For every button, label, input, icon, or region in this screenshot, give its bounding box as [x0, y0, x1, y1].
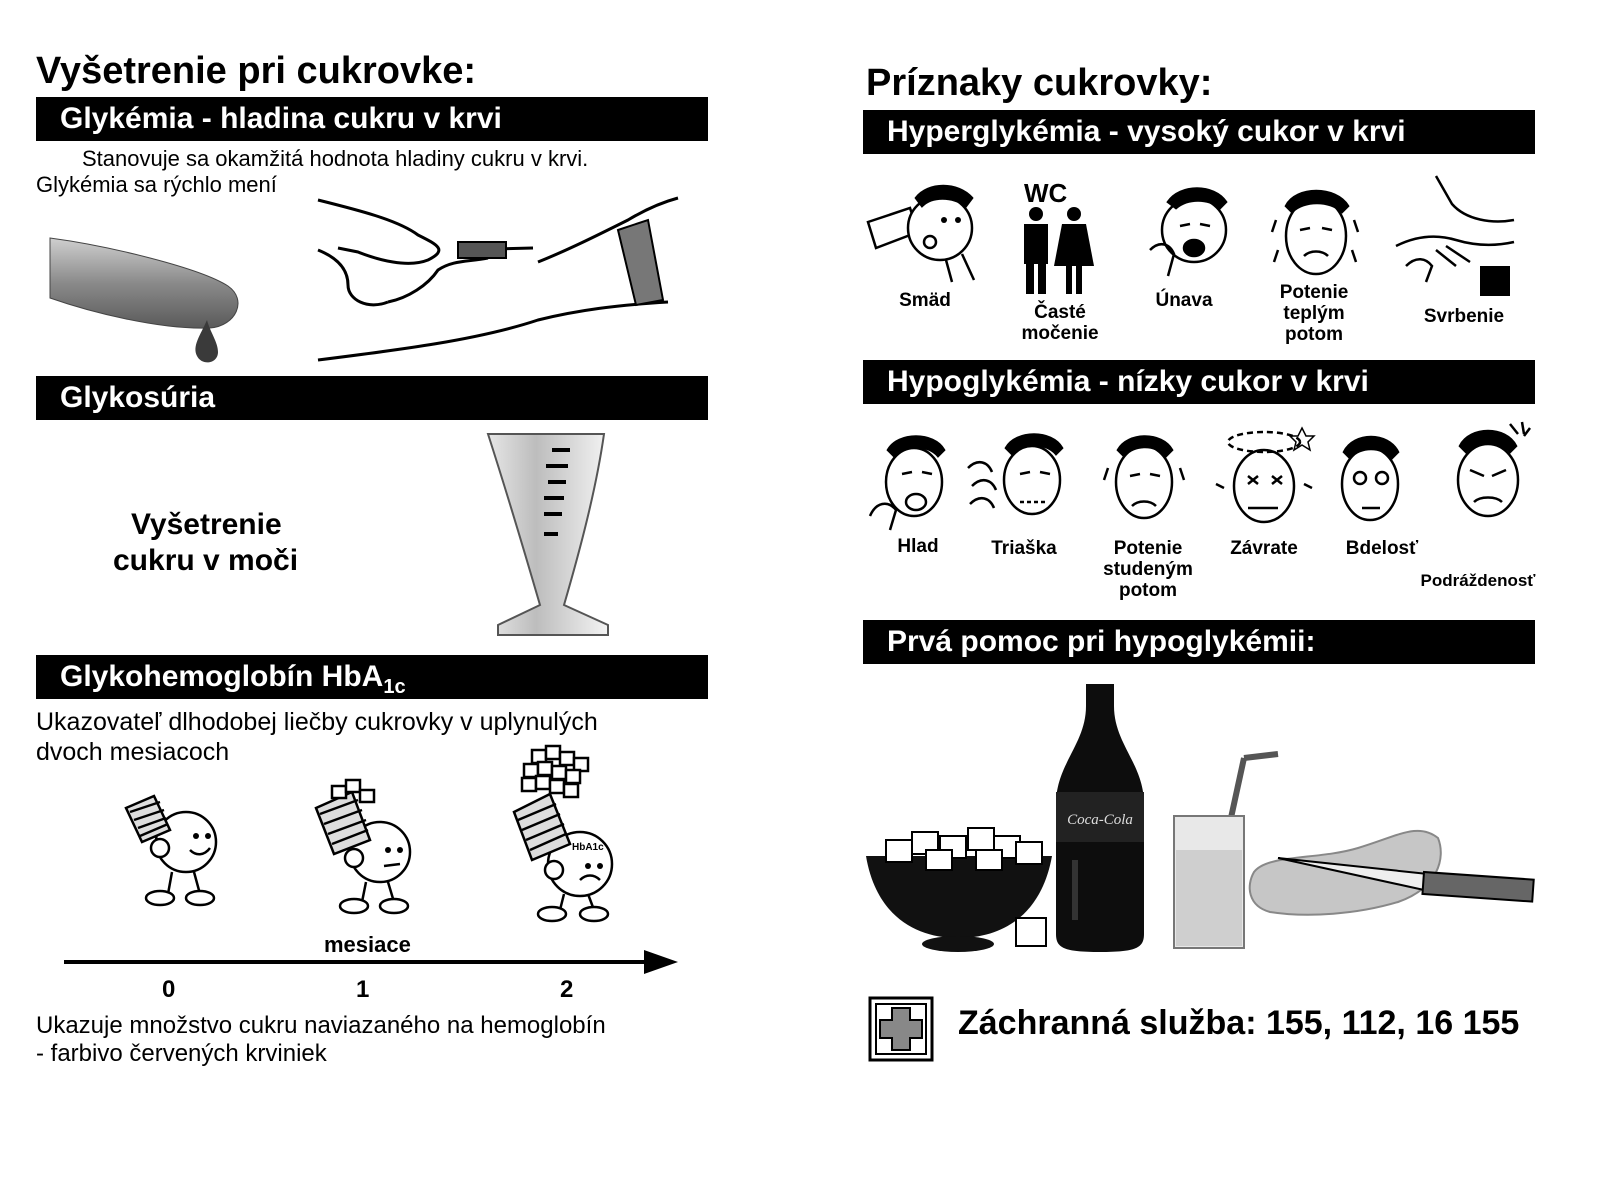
hypo-label-0-line1: Hlad: [897, 536, 939, 557]
hba1c-footer-1: Ukazuje množstvo cukru naviazaného na hemoglobín: [36, 1012, 606, 1039]
blood-draw-illustration: [318, 190, 688, 370]
hypo-label-3-line1: Závrate: [1230, 538, 1298, 559]
hypo-label-5-line1: Podráždenosť: [1420, 571, 1536, 590]
hba1c-header: [36, 655, 708, 699]
itching-icon: [1396, 176, 1520, 302]
thirst-icon: [866, 180, 986, 285]
axis-tick-2: 2: [560, 976, 574, 1003]
hyper-label-1-line1: Časté: [1034, 302, 1086, 323]
figure-tag-label: HbA1c: [572, 842, 604, 853]
toilet-icon: [1016, 206, 1096, 296]
hyper-label-2: [1155, 290, 1212, 311]
finger-drop-illustration: [50, 228, 250, 368]
glycosuria-header: Glykosúria: [36, 376, 708, 420]
axis-tick-0: 0: [162, 976, 176, 1003]
emergency-number: Záchranná služba: 155, 112, 16 155: [958, 1004, 1520, 1042]
dizziness-icon: [1212, 424, 1316, 534]
tremor-icon: [966, 428, 1076, 532]
glycemia-header: Glykémia - hladina cukru v krvi: [36, 97, 708, 141]
axis-tick-1: 1: [356, 976, 370, 1003]
bottle-label-text: Coca-Cola: [1067, 812, 1133, 828]
hyper-label-4-line1: Svrbenie: [1423, 306, 1505, 327]
figure-half-basket: [312, 784, 422, 919]
axis-label-months: mesiace: [324, 932, 411, 957]
hba1c-footer-2: - farbivo červených krviniek: [36, 1040, 327, 1067]
time-axis-arrow: [64, 948, 684, 978]
glycemia-text-1: Stanovuje sa okamžitá hodnota hladiny cukru v krvi.: [82, 146, 589, 171]
hyper-label-4: [1424, 306, 1504, 327]
hunger-icon: [866, 428, 956, 532]
sugar-bowl-illustration: [866, 826, 1062, 956]
hyper-label-3-line2: teplým: [1283, 303, 1345, 324]
hypo-label-4-line1: Bdelosť: [1345, 538, 1419, 559]
fatigue-icon: [1140, 180, 1240, 285]
hypo-label-1: [991, 538, 1057, 559]
hypo-label-2-line1: Potenie: [1113, 538, 1183, 559]
hyper-label-1-line2: močenie: [1021, 323, 1099, 344]
hba1c-desc-1: Ukazovateľ dlhodobej liečby cukrovky v uplynulých: [36, 708, 598, 736]
figure-full-basket: [508, 746, 628, 926]
wc-sign: WC: [1024, 178, 1068, 208]
hyper-label-3-line1: Potenie: [1279, 282, 1349, 303]
sweating-icon: [1270, 180, 1360, 285]
figure-empty-basket: [120, 790, 230, 915]
measuring-cup-illustration: [484, 430, 620, 640]
hypo-label-2-line3: potom: [1118, 580, 1178, 601]
alertness-icon: [1330, 428, 1410, 532]
hypo-label-2: [1103, 538, 1193, 601]
hypo-label-4: [1346, 538, 1418, 559]
right-page-title: Príznaky cukrovky:: [866, 62, 1213, 104]
hypo-label-5: [1421, 570, 1536, 591]
hyper-label-0-line1: Smäd: [899, 290, 951, 311]
hyperglycemia-header: Hyperglykémia - vysoký cukor v krvi: [863, 110, 1535, 154]
first-aid-cross-icon: [868, 996, 934, 1062]
left-page-title: Vyšetrenie pri cukrovke:: [36, 50, 477, 92]
cola-bottle-illustration: [1052, 684, 1148, 954]
hypo-label-0: [897, 536, 938, 557]
hypo-label-1-line1: Triaška: [991, 538, 1057, 559]
hyper-label-3-line3: potom: [1284, 324, 1344, 345]
hba1c-header-main: Glykohemoglobín HbA: [60, 660, 384, 693]
irritability-icon: [1440, 420, 1536, 526]
glycosuria-caption-2: cukru v moči: [113, 544, 299, 577]
cold-sweat-icon: [1100, 428, 1190, 532]
hba1c-desc-2: dvoch mesiacoch: [36, 738, 230, 766]
hyper-label-1: [1021, 302, 1098, 344]
hyper-label-0: [899, 290, 951, 311]
bread-knife-illustration: [1248, 818, 1538, 938]
hba1c-header-sub: 1c: [383, 676, 406, 698]
glycosuria-caption-1: Vyšetrenie: [131, 508, 282, 541]
hypo-label-2-line2: studeným: [1103, 559, 1193, 580]
hypoglycemia-header: Hypoglykémia - nízky cukor v krvi: [863, 360, 1535, 404]
first-aid-header: Prvá pomoc pri hypoglykémii:: [863, 620, 1535, 664]
hyper-label-3: [1280, 282, 1349, 345]
glycemia-text-2: Glykémia sa rýchlo mení: [36, 172, 277, 197]
hypo-label-3: [1230, 538, 1298, 559]
hyper-label-2-line1: Únava: [1155, 290, 1213, 311]
